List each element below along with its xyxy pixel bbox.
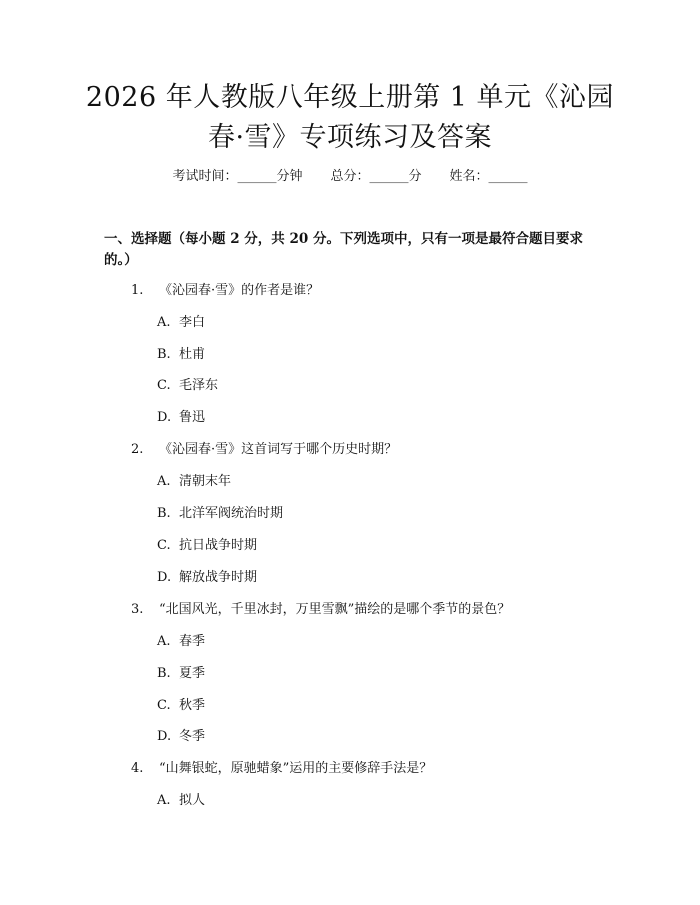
option-text: 秋季: [179, 698, 206, 713]
option-letter: A.: [157, 793, 171, 808]
option-text: 解放战争时期: [179, 570, 258, 585]
option-text: 冬季: [179, 729, 206, 744]
question-number: 2.: [131, 442, 144, 457]
question-2-option-a: [157, 473, 231, 491]
exam-meta: [0, 168, 700, 186]
question-2-option-b: [157, 505, 283, 523]
question-4: [131, 760, 432, 778]
option-letter: A.: [157, 315, 171, 330]
question-1: [131, 282, 319, 300]
question-text: “北国风光，千里冰封，万里雪飘”描绘的是哪个季节的景色？: [159, 602, 511, 617]
section-heading: 一、选择题（每小题 2 分，共 20 分。下列选项中，只有一项是最符合题目要求的。）: [104, 231, 583, 268]
question-1-option-b: [157, 346, 205, 364]
option-letter: A.: [157, 474, 171, 489]
question-3-option-b: [157, 665, 205, 683]
question-1-option-c: [157, 377, 218, 395]
option-letter: D.: [157, 570, 172, 585]
question-text: 《沁园春·雪》这首词写于哪个历史时期？: [159, 442, 398, 457]
option-letter: B.: [157, 666, 171, 681]
question-2: [131, 441, 397, 459]
option-text: 拟人: [179, 793, 206, 808]
page-title-line-1: 2026 年人教版八年级上册第 1 单元《沁园: [85, 82, 615, 113]
question-text: “山舞银蛇，原驰蜡象”运用的主要修辞手法是？: [159, 761, 433, 776]
page-title: [80, 78, 620, 158]
option-text: 毛泽东: [179, 378, 219, 393]
option-letter: A.: [157, 634, 171, 649]
option-text: 清朝末年: [179, 474, 232, 489]
question-3-option-a: [157, 633, 205, 651]
option-letter: B.: [157, 347, 171, 362]
option-letter: C.: [157, 698, 171, 713]
option-text: 北洋军阀统治时期: [179, 506, 284, 521]
option-letter: D.: [157, 410, 172, 425]
option-letter: C.: [157, 378, 171, 393]
option-text: 夏季: [179, 666, 206, 681]
option-text: 鲁迅: [179, 410, 206, 425]
option-text: 杜甫: [179, 347, 206, 362]
question-3-option-c: [157, 697, 205, 715]
question-3-option-d: [157, 728, 205, 746]
total-score-field: 总分：______分: [330, 169, 422, 184]
question-1-option-d: [157, 409, 205, 427]
exam-time-field: 考试时间：______分钟: [172, 169, 303, 184]
question-number: 4.: [131, 761, 144, 776]
question-1-option-a: [157, 314, 205, 332]
option-text: 李白: [179, 315, 206, 330]
question-2-option-d: [157, 569, 257, 587]
question-text: 《沁园春·雪》的作者是谁？: [159, 283, 320, 298]
student-name-field: 姓名：______: [449, 169, 528, 184]
option-letter: D.: [157, 729, 172, 744]
question-number: 1.: [131, 283, 144, 298]
option-text: 春季: [179, 634, 206, 649]
page-title-line-2: 春·雪》专项练习及答案: [207, 122, 493, 153]
option-letter: C.: [157, 538, 171, 553]
option-text: 抗日战争时期: [179, 538, 258, 553]
question-4-option-a: [157, 792, 205, 810]
question-number: 3.: [131, 602, 144, 617]
option-letter: B.: [157, 506, 171, 521]
question-2-option-c: [157, 537, 257, 555]
question-3: [131, 601, 510, 619]
